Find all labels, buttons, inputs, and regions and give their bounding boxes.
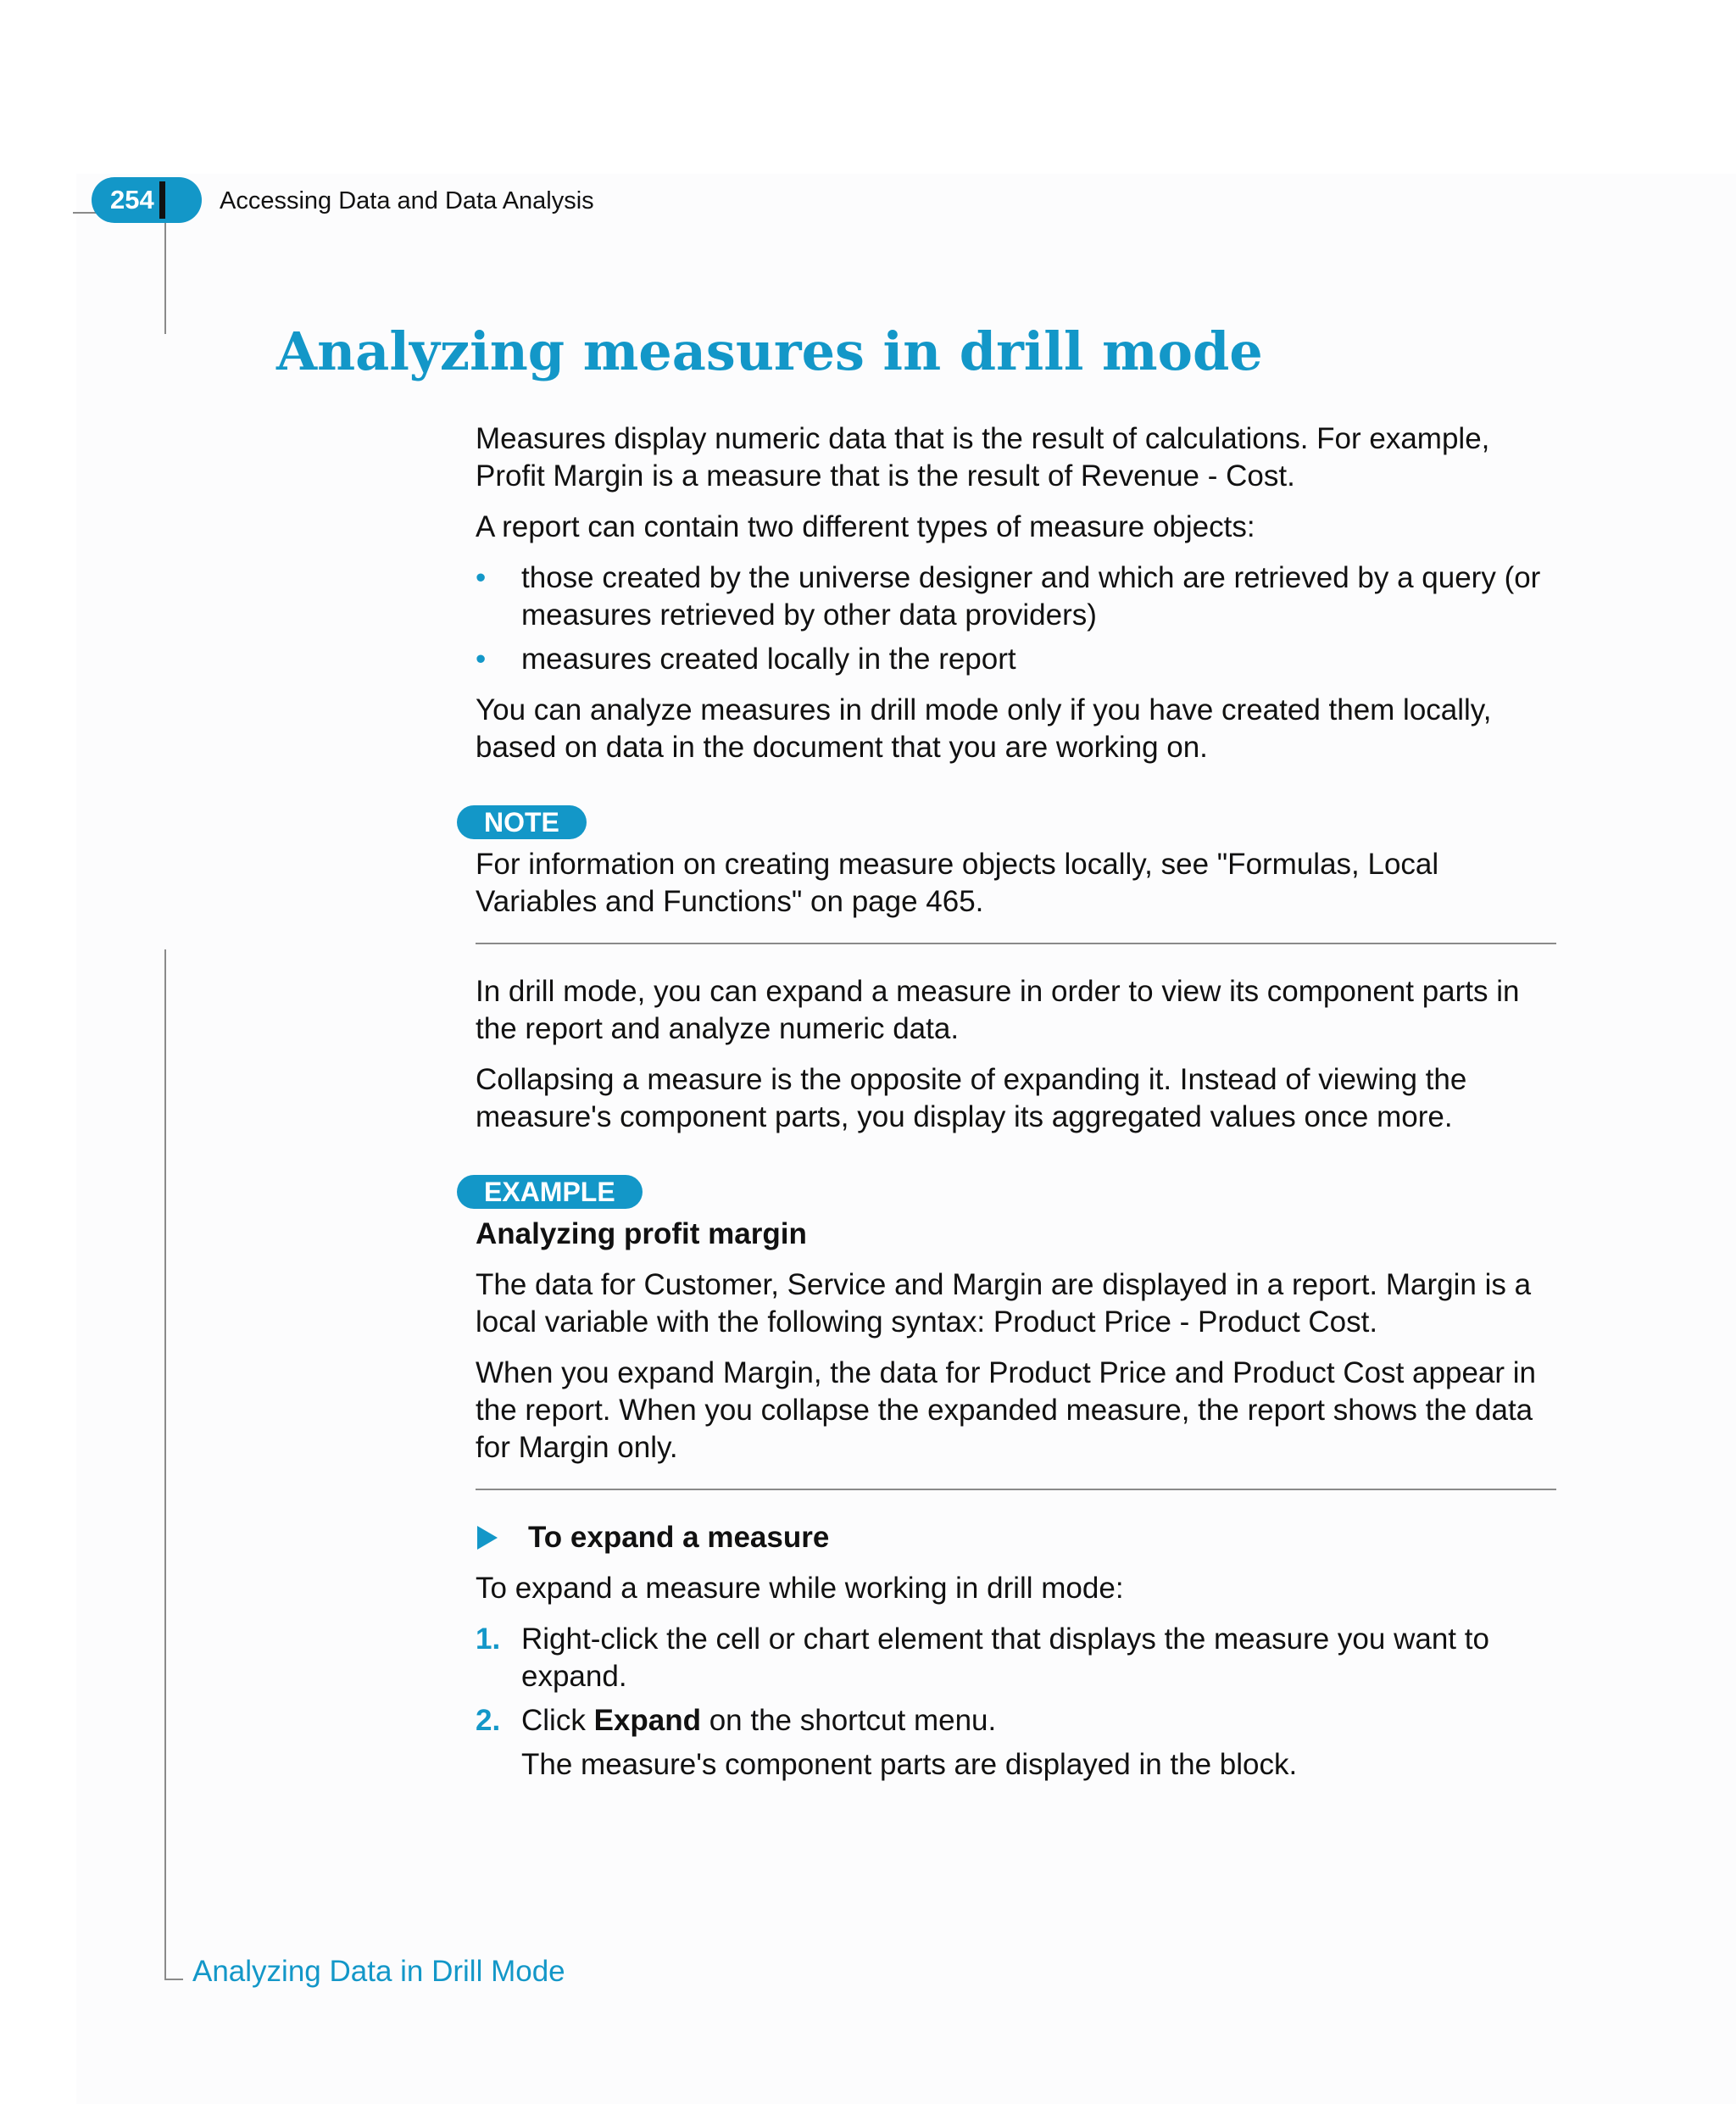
- list-item: [476, 559, 1556, 634]
- step-text-before: Click: [521, 1704, 594, 1737]
- margin-rule-bottom: [164, 949, 166, 1980]
- footer-section-title: Analyzing Data in Drill Mode: [192, 1955, 565, 1988]
- step-bold-command: Expand: [593, 1704, 701, 1737]
- example-heading: Analyzing profit margin: [476, 1217, 807, 1250]
- step-text-after: on the shortcut menu.: [700, 1704, 997, 1737]
- intro-paragraph-3: You can analyze measures in drill mode only if you have created them locally, based on data in the document that you are working on.: [476, 693, 1492, 764]
- note-text: For information on creating measure objects locally, see "Formulas, Local Variables and Functions" on page 465.: [476, 848, 1439, 918]
- step-number: 1.: [476, 1623, 501, 1656]
- step-text: Right-click the cell or chart element that displays the measure you want to expand.: [521, 1623, 1489, 1693]
- procedure-step: [476, 1702, 1556, 1784]
- body-paragraph-1: In drill mode, you can expand a measure in order to view its component parts in the report and analyze numeric data.: [476, 975, 1520, 1045]
- procedure-steps: [476, 1621, 1556, 1784]
- body-paragraph-2: Collapsing a measure is the opposite of expanding it. Instead of viewing the measure's component parts, you display its aggregated values once more.: [476, 1063, 1467, 1133]
- list-item-text: measures created locally in the report: [521, 643, 1016, 676]
- bullet-dot-icon: •: [476, 561, 487, 594]
- example-badge: EXAMPLE: [457, 1175, 643, 1209]
- intro-paragraph-2: A report can contain two different types of measure objects:: [476, 510, 1255, 543]
- page-number: 254: [110, 185, 154, 214]
- step-number: 2.: [476, 1704, 501, 1737]
- footer-rule: [164, 1979, 183, 1980]
- procedure-step: [476, 1621, 1556, 1695]
- main-content: [476, 420, 1556, 1790]
- example-paragraph-1: The data for Customer, Service and Margin are displayed in a report. Margin is a local variable with the following syntax: Product Price - Product Cost.: [476, 1268, 1532, 1339]
- intro-paragraph-1: Measures display numeric data that is the result of calculations. For example, Profit Margin is a measure that is the result of Revenue - Cost.: [476, 422, 1490, 493]
- note-badge: NOTE: [457, 805, 587, 839]
- list-item: [476, 641, 1556, 678]
- page-number-badge: [92, 177, 202, 223]
- procedure-heading-text: To expand a measure: [528, 1521, 830, 1554]
- procedure-heading: [476, 1519, 1556, 1556]
- play-triangle-icon: [477, 1526, 498, 1550]
- example-paragraph-2: When you expand Margin, the data for Product Price and Product Cost appear in the report. When you collapse the expanded measure, the report shows the data for Margin only.: [476, 1356, 1536, 1464]
- step-result: The measure's component parts are displayed in the block.: [521, 1748, 1298, 1781]
- bullet-dot-icon: •: [476, 643, 487, 676]
- list-item-text: those created by the universe designer and which are retrieved by a query (or measures retrieved by other data providers): [521, 561, 1541, 632]
- procedure-intro: To expand a measure while working in drill mode:: [476, 1572, 1124, 1605]
- running-head: Accessing Data and Data Analysis: [220, 187, 594, 214]
- badge-bar: [159, 181, 165, 219]
- measure-types-list: [476, 559, 1556, 678]
- page-title: Analyzing measures in drill mode: [276, 320, 1263, 382]
- note-divider: [476, 943, 1556, 944]
- example-divider: [476, 1489, 1556, 1490]
